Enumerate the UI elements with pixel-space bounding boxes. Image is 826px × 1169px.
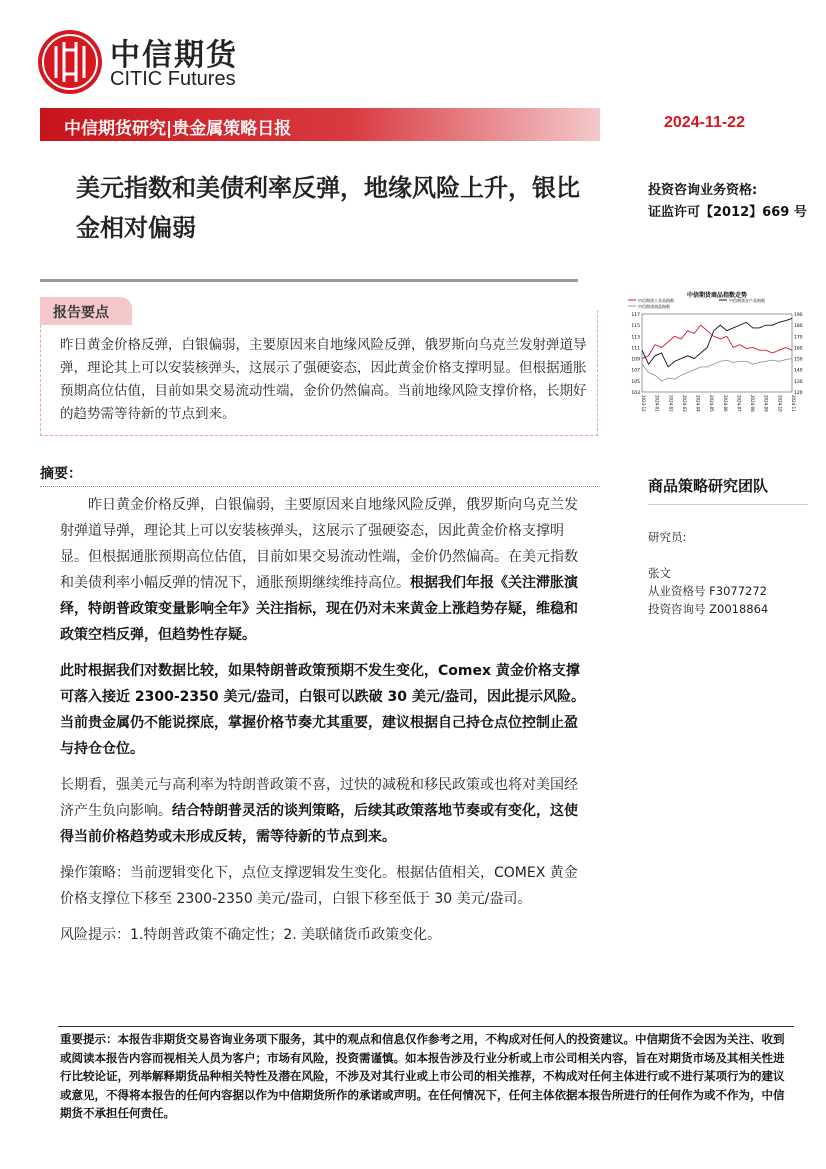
qualification <box>648 180 807 224</box>
paragraph-3 <box>60 772 585 850</box>
p1-text: 昨日黄金价格反弹，白银偏弱，主要原因来自地缘风险反弹，俄罗斯向乌克兰发射弹道导弹，理论其上可以安装核弹头，这展示了强硬姿态，因此黄金价格支撑明显。但根据通胀预期高位估值，目前如果交易流动性端，金价仍然偏高。在美元指数和美债利率小幅反弹的情况下，通胀预期继续维持高位。 <box>60 497 578 591</box>
y-tick-label: 115 <box>631 324 640 330</box>
x-tick-label: 2024-01 <box>654 395 660 412</box>
y2-tick-label: 160 <box>794 346 803 352</box>
page-title: 美元指数和美债利率反弹，地缘风险上升，银比金相对偏弱 <box>76 174 580 242</box>
p1-bold: 根据我们年报《关注滞胀演绎，特朗普政策变量影响全年》关注指标，现在仍对未来黄金上涨趋势存疑，维稳和政策空档反弹，但趋势性存疑。 <box>60 575 578 643</box>
logo-en: CITIC Futures <box>110 68 236 90</box>
report-type: 中信期货研究|贵金属策略日报 <box>64 119 292 139</box>
y2-tick-label: 130 <box>794 379 803 385</box>
researcher-info <box>648 528 768 618</box>
abstract-body <box>60 492 585 958</box>
paragraph-5: 风险提示：1.特朗普政策不确定性；2. 美联储货币政策变化。 <box>60 927 442 943</box>
team-title: 商品策略研究团队 <box>648 475 808 505</box>
y-tick-label: 113 <box>631 335 640 341</box>
logo-cn: 中信期货 <box>110 38 238 73</box>
qualification-license: 证监许可【2012】669 号 <box>648 205 807 220</box>
commodity-index-chart <box>624 288 810 434</box>
researcher-name: 张文 <box>648 566 671 580</box>
legend-label: 中信期货工业品指数 <box>638 298 674 303</box>
report-date: 2024-11-22 <box>664 114 745 131</box>
p2-bold: 此时根据我们对数据比较，如果特朗普政策预期不发生变化，Comex 黄金价格支撑可落入接近 2300-2350 美元/盎司，白银可以跌破 30 美元/盎司，因此提示风险。当前贵金属仍不能说探底，掌握价格节奏尤其重要，建议根据自己持仓点位控制止盈与持仓仓位。 <box>60 663 585 757</box>
legend-label: 中信期货农产品指数 <box>729 298 765 303</box>
y-tick-label: 111 <box>631 346 640 352</box>
researcher-label: 研究员: <box>648 530 687 544</box>
x-tick-label: 2024-02 <box>668 395 674 412</box>
series-line <box>642 325 792 358</box>
y-tick-label: 105 <box>631 379 640 385</box>
y-tick-label: 109 <box>631 357 640 363</box>
citic-futures-logo <box>38 30 258 94</box>
y-tick-label: 117 <box>631 313 640 318</box>
series-line <box>642 318 792 366</box>
y-tick-label: 103 <box>631 391 640 396</box>
disclaimer: 重要提示：本报告非期货交易咨询业务项下服务，其中的观点和信息仅作参考之用，不构成对任何人的投资建议。中信期货不会因为关注、收到或阅读本报告内容而视相关人员为客户；市场有风险，投资需谨慎。如本报告涉及行业分析或上市公司相关内容，旨在对期货市场及其相关性进行比较论证，列举解释期货品种相关特性及潜在风险，不涉及对其行业或上市公司的相关推荐，不构成对任何主体进行或不进行某项行为的建议或意见，不得将本报告的任何内容据以作为中信期货所作的承诺或声明。在任何情况下，任何主体依据本报告所进行的任何作为或不作为，中信期货不承担任何责任。 <box>60 1032 785 1120</box>
x-tick-label: 2024-11 <box>791 395 796 412</box>
license-practice: 从业资格号 F3077272 <box>648 584 767 598</box>
x-tick-label: 2023-12 <box>641 395 646 412</box>
p3-text: 长期看，强美元与高利率为特朗普政策不喜，过快的减税和移民政策或也将对美国经济产生负向影响。 <box>60 777 578 819</box>
key-points-label: 报告要点 <box>40 297 132 325</box>
y2-tick-label: 190 <box>794 313 803 318</box>
y-tick-label: 107 <box>631 368 640 374</box>
y2-tick-label: 180 <box>794 324 803 330</box>
footer-divider <box>58 1026 794 1027</box>
y2-tick-label: 120 <box>794 391 803 396</box>
y2-tick-label: 150 <box>794 357 803 363</box>
x-tick-label: 2024-03 <box>681 395 687 412</box>
paragraph-4: 操作策略：当前逻辑变化下，点位支撑逻辑发生变化。根据估值相关，COMEX 黄金价格支撑位下移至 2300-2350 美元/盎司，白银下移至低于 30 美元/盎司。 <box>60 865 578 907</box>
license-consult: 投资咨询号 Z0018864 <box>648 602 769 616</box>
abstract-label: 摘要： <box>40 463 600 487</box>
x-tick-label: 2024-04 <box>695 395 701 412</box>
citic-logo-icon <box>38 30 102 94</box>
plot-frame <box>642 314 792 392</box>
x-tick-label: 2024-07 <box>736 395 742 412</box>
x-tick-label: 2024-10 <box>777 395 783 412</box>
x-tick-label: 2024-09 <box>763 395 769 412</box>
key-points-text: 昨日黄金价格反弹，白银偏弱，主要原因来自地缘风险反弹，俄罗斯向乌克兰发射弹道导弹，理论其上可以安装核弹头，这展示了强硬姿态，因此黄金价格支撑明显。但根据通胀预期高位估值，目前如果交易流动性端，金价仍然偏高。当前地缘风险支撑价格，长期好的趋势需等待新的节点到来。 <box>60 337 587 422</box>
legend-label: 中信期货商品指数 <box>638 304 670 309</box>
y2-tick-label: 170 <box>794 335 803 341</box>
paragraph-2 <box>60 658 585 762</box>
report-banner <box>40 108 600 141</box>
p3-bold: 结合特朗普灵活的谈判策略，后续其政策落地节奏或有变化，这使得当前价格趋势或未形成反转，需等待新的节点到来。 <box>60 803 578 845</box>
x-tick-label: 2024-06 <box>722 395 728 412</box>
series-line <box>642 359 792 381</box>
y2-tick-label: 140 <box>794 368 803 374</box>
paragraph-1 <box>60 492 585 648</box>
x-tick-label: 2024-05 <box>709 395 715 412</box>
qualification-label: 投资咨询业务资格: <box>648 183 758 198</box>
chart-title: 中信期货商品指数走势 <box>686 292 748 299</box>
x-tick-label: 2024-08 <box>750 395 756 412</box>
divider <box>40 279 578 282</box>
